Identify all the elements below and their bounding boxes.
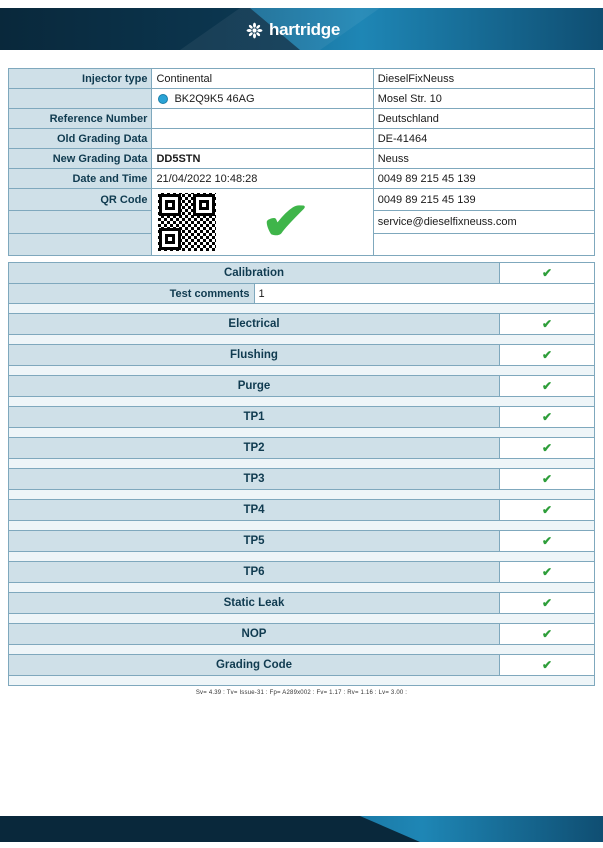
table-row bbox=[9, 284, 595, 304]
section-title-grading-code: Grading Code bbox=[9, 655, 500, 676]
table-row bbox=[9, 345, 595, 366]
status-badge-tp5: ✔ bbox=[500, 531, 595, 552]
radio-selected-icon[interactable] bbox=[158, 94, 168, 104]
test-results-table bbox=[8, 262, 595, 686]
table-row bbox=[9, 407, 595, 428]
status-badge-static-leak: ✔ bbox=[500, 593, 595, 614]
value-injector-code: BK2Q9K5 46AG bbox=[174, 92, 255, 105]
row-spacer bbox=[9, 552, 595, 562]
table-row bbox=[9, 149, 595, 169]
status-badge-nop: ✔ bbox=[500, 624, 595, 645]
table-row bbox=[9, 500, 595, 521]
section-title-tp1: TP1 bbox=[9, 407, 500, 428]
row-spacer bbox=[9, 366, 595, 376]
section-title-tp4: TP4 bbox=[9, 500, 500, 521]
label-blank-3 bbox=[9, 233, 152, 255]
table-row bbox=[9, 69, 595, 89]
label-date-and-time: Date and Time bbox=[9, 169, 152, 189]
status-badge-electrical: ✔ bbox=[500, 314, 595, 335]
table-row bbox=[9, 89, 595, 109]
table-row bbox=[9, 169, 595, 189]
section-title-calibration: Calibration bbox=[9, 263, 500, 284]
section-title-nop: NOP bbox=[9, 624, 500, 645]
label-reference-number: Reference Number bbox=[9, 109, 152, 129]
status-badge-tp4: ✔ bbox=[500, 500, 595, 521]
status-badge-tp6: ✔ bbox=[500, 562, 595, 583]
qr-code-cell bbox=[152, 189, 373, 256]
table-row bbox=[9, 438, 595, 459]
page-header bbox=[0, 0, 603, 58]
row-spacer bbox=[9, 428, 595, 438]
table-row bbox=[9, 562, 595, 583]
table-row bbox=[9, 593, 595, 614]
value-company-phone-2: 0049 89 215 45 139 bbox=[373, 189, 594, 211]
table-row bbox=[9, 624, 595, 645]
section-title-tp3: TP3 bbox=[9, 469, 500, 490]
qr-finder-bottom-left bbox=[159, 228, 181, 250]
value-company-email: service@dieselfixneuss.com bbox=[373, 211, 594, 233]
value-company-street: Mosel Str. 10 bbox=[373, 89, 594, 109]
value-test-comments[interactable]: 1 bbox=[254, 284, 595, 304]
table-row bbox=[9, 376, 595, 397]
status-badge-tp3: ✔ bbox=[500, 469, 595, 490]
flower-mark-icon bbox=[246, 22, 263, 39]
label-old-grading-data: Old Grading Data bbox=[9, 129, 152, 149]
value-company-postcode: DE-41464 bbox=[373, 129, 594, 149]
value-reference-number bbox=[152, 109, 373, 129]
table-row bbox=[9, 263, 595, 284]
value-company-phone: 0049 89 215 45 139 bbox=[373, 169, 594, 189]
row-spacer bbox=[9, 676, 595, 686]
row-spacer bbox=[9, 397, 595, 407]
label-test-comments: Test comments bbox=[9, 284, 255, 304]
software-version-footnote: Sv= 4.39 : Tv= Issue-31 : Fp= A289x002 : Fv= 1.17 : Rv= 1.16 : Lv= 3.00 : bbox=[195, 690, 408, 696]
injector-info-table bbox=[8, 68, 595, 256]
value-company-city: Neuss bbox=[373, 149, 594, 169]
row-spacer bbox=[9, 614, 595, 624]
status-badge-purge: ✔ bbox=[500, 376, 595, 397]
section-title-purge: Purge bbox=[9, 376, 500, 397]
section-title-tp2: TP2 bbox=[9, 438, 500, 459]
value-company-name: DieselFixNeuss bbox=[373, 69, 594, 89]
row-spacer bbox=[9, 521, 595, 531]
table-row bbox=[9, 655, 595, 676]
row-spacer bbox=[9, 304, 595, 314]
value-new-grading-data: DD5STN bbox=[152, 149, 373, 169]
brand-name: hartridge bbox=[269, 20, 340, 39]
row-spacer bbox=[9, 335, 595, 345]
label-blank-2 bbox=[9, 211, 152, 233]
table-row bbox=[9, 314, 595, 335]
value-injector-code-cell bbox=[152, 89, 373, 109]
footer-swoosh-shape bbox=[0, 816, 420, 842]
value-date-and-time: 21/04/2022 10:48:28 bbox=[152, 169, 373, 189]
status-badge-calibration: ✔ bbox=[500, 263, 595, 284]
label-new-grading-data: New Grading Data bbox=[9, 149, 152, 169]
status-badge-flushing: ✔ bbox=[500, 345, 595, 366]
label-qr-code: QR Code bbox=[9, 189, 152, 211]
qr-code-icon bbox=[158, 193, 216, 251]
status-badge-tp2: ✔ bbox=[500, 438, 595, 459]
value-company-country: Deutschland bbox=[373, 109, 594, 129]
table-row bbox=[9, 129, 595, 149]
section-title-flushing: Flushing bbox=[9, 345, 500, 366]
status-badge-tp1: ✔ bbox=[500, 407, 595, 428]
status-badge-grading-code: ✔ bbox=[500, 655, 595, 676]
label-blank bbox=[9, 89, 152, 109]
table-row bbox=[9, 189, 595, 211]
section-title-tp5: TP5 bbox=[9, 531, 500, 552]
row-spacer bbox=[9, 490, 595, 500]
table-row bbox=[9, 109, 595, 129]
section-title-electrical: Electrical bbox=[9, 314, 500, 335]
section-title-tp6: TP6 bbox=[9, 562, 500, 583]
row-spacer bbox=[9, 645, 595, 655]
value-injector-type: Continental bbox=[152, 69, 373, 89]
row-spacer bbox=[9, 459, 595, 469]
row-spacer bbox=[9, 583, 595, 593]
value-old-grading-data bbox=[152, 129, 373, 149]
page-footer bbox=[0, 808, 603, 848]
value-company-extra bbox=[373, 233, 594, 255]
brand-logo bbox=[246, 20, 340, 40]
section-title-static-leak: Static Leak bbox=[9, 593, 500, 614]
label-injector-type: Injector type bbox=[9, 69, 152, 89]
check-mark-icon: ✔ bbox=[261, 193, 312, 251]
table-row bbox=[9, 531, 595, 552]
table-row bbox=[9, 469, 595, 490]
